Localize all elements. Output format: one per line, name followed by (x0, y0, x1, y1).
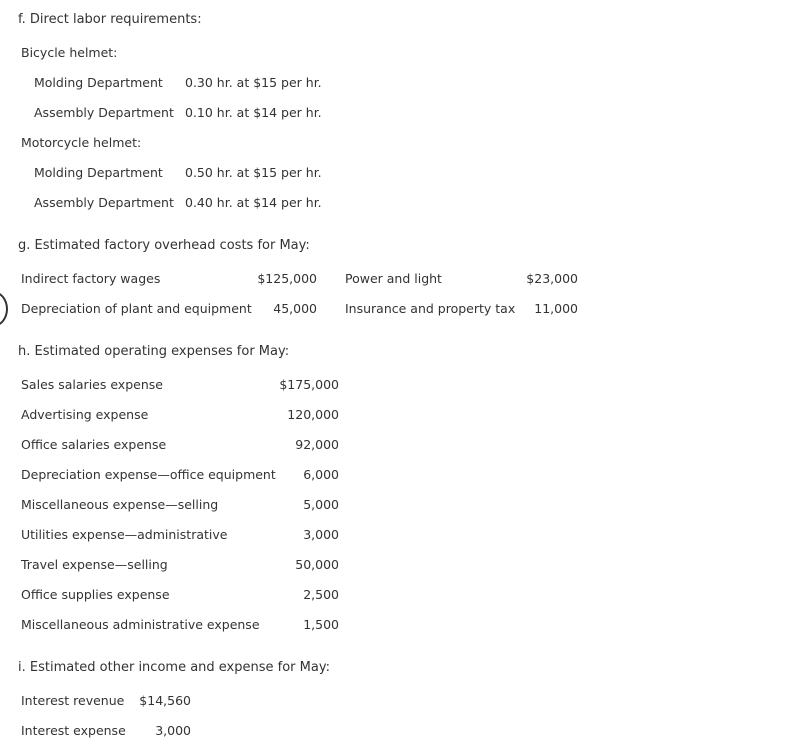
expense-value: 2,500 (303, 587, 339, 602)
motorcycle-molding-value: 0.50 hr. at $15 per hr. (185, 165, 322, 180)
other-income-label: Interest revenue (21, 693, 125, 708)
expense-value: 50,000 (295, 557, 339, 572)
overhead-value: 11,000 (534, 301, 578, 316)
motorcycle-molding-dept: Molding Department (34, 165, 163, 180)
overhead-label: Insurance and property tax (345, 301, 516, 316)
expense-label: Office supplies expense (21, 587, 170, 602)
motorcycle-assembly-value: 0.40 hr. at $14 per hr. (185, 195, 322, 210)
expense-value: 92,000 (295, 437, 339, 452)
other-expense-label: Interest expense (21, 723, 126, 738)
bicycle-assembly-value: 0.10 hr. at $14 per hr. (185, 105, 322, 120)
other-expense-value: 3,000 (155, 723, 191, 738)
expense-value: 1,500 (303, 617, 339, 632)
section-g-heading: g. Estimated factory overhead costs for May: (18, 238, 310, 253)
expense-label: Travel expense—selling (21, 557, 168, 572)
expense-label: Utilities expense—administrative (21, 527, 228, 542)
bicycle-molding-value: 0.30 hr. at $15 per hr. (185, 75, 322, 90)
section-h-heading: h. Estimated operating expenses for May: (18, 344, 290, 359)
bicycle-helmet-label: Bicycle helmet: (21, 45, 118, 60)
expense-value: $175,000 (279, 377, 339, 392)
motorcycle-helmet-label: Motorcycle helmet: (21, 135, 142, 150)
expense-value: 5,000 (303, 497, 339, 512)
expense-value: 3,000 (303, 527, 339, 542)
circle-marker-icon (0, 291, 8, 327)
expense-label: Office salaries expense (21, 437, 167, 452)
expense-label: Advertising expense (21, 407, 149, 422)
section-i-heading: i. Estimated other income and expense for May: (18, 660, 330, 675)
overhead-value: $23,000 (526, 271, 578, 286)
expense-value: 120,000 (287, 407, 339, 422)
other-income-value: $14,560 (139, 693, 191, 708)
bicycle-molding-dept: Molding Department (34, 75, 163, 90)
expense-label: Miscellaneous expense—selling (21, 497, 219, 512)
overhead-label: Indirect factory wages (21, 271, 161, 286)
motorcycle-assembly-dept: Assembly Department (34, 195, 174, 210)
overhead-label: Power and light (345, 271, 442, 286)
overhead-label: Depreciation of plant and equipment (21, 301, 252, 316)
expense-label: Sales salaries expense (21, 377, 163, 392)
section-f-heading: f. Direct labor requirements: (18, 12, 202, 27)
overhead-value: 45,000 (273, 301, 317, 316)
expense-value: 6,000 (303, 467, 339, 482)
expense-label: Depreciation expense—office equipment (21, 467, 276, 482)
expense-label: Miscellaneous administrative expense (21, 617, 260, 632)
bicycle-assembly-dept: Assembly Department (34, 105, 174, 120)
overhead-value: $125,000 (257, 271, 317, 286)
